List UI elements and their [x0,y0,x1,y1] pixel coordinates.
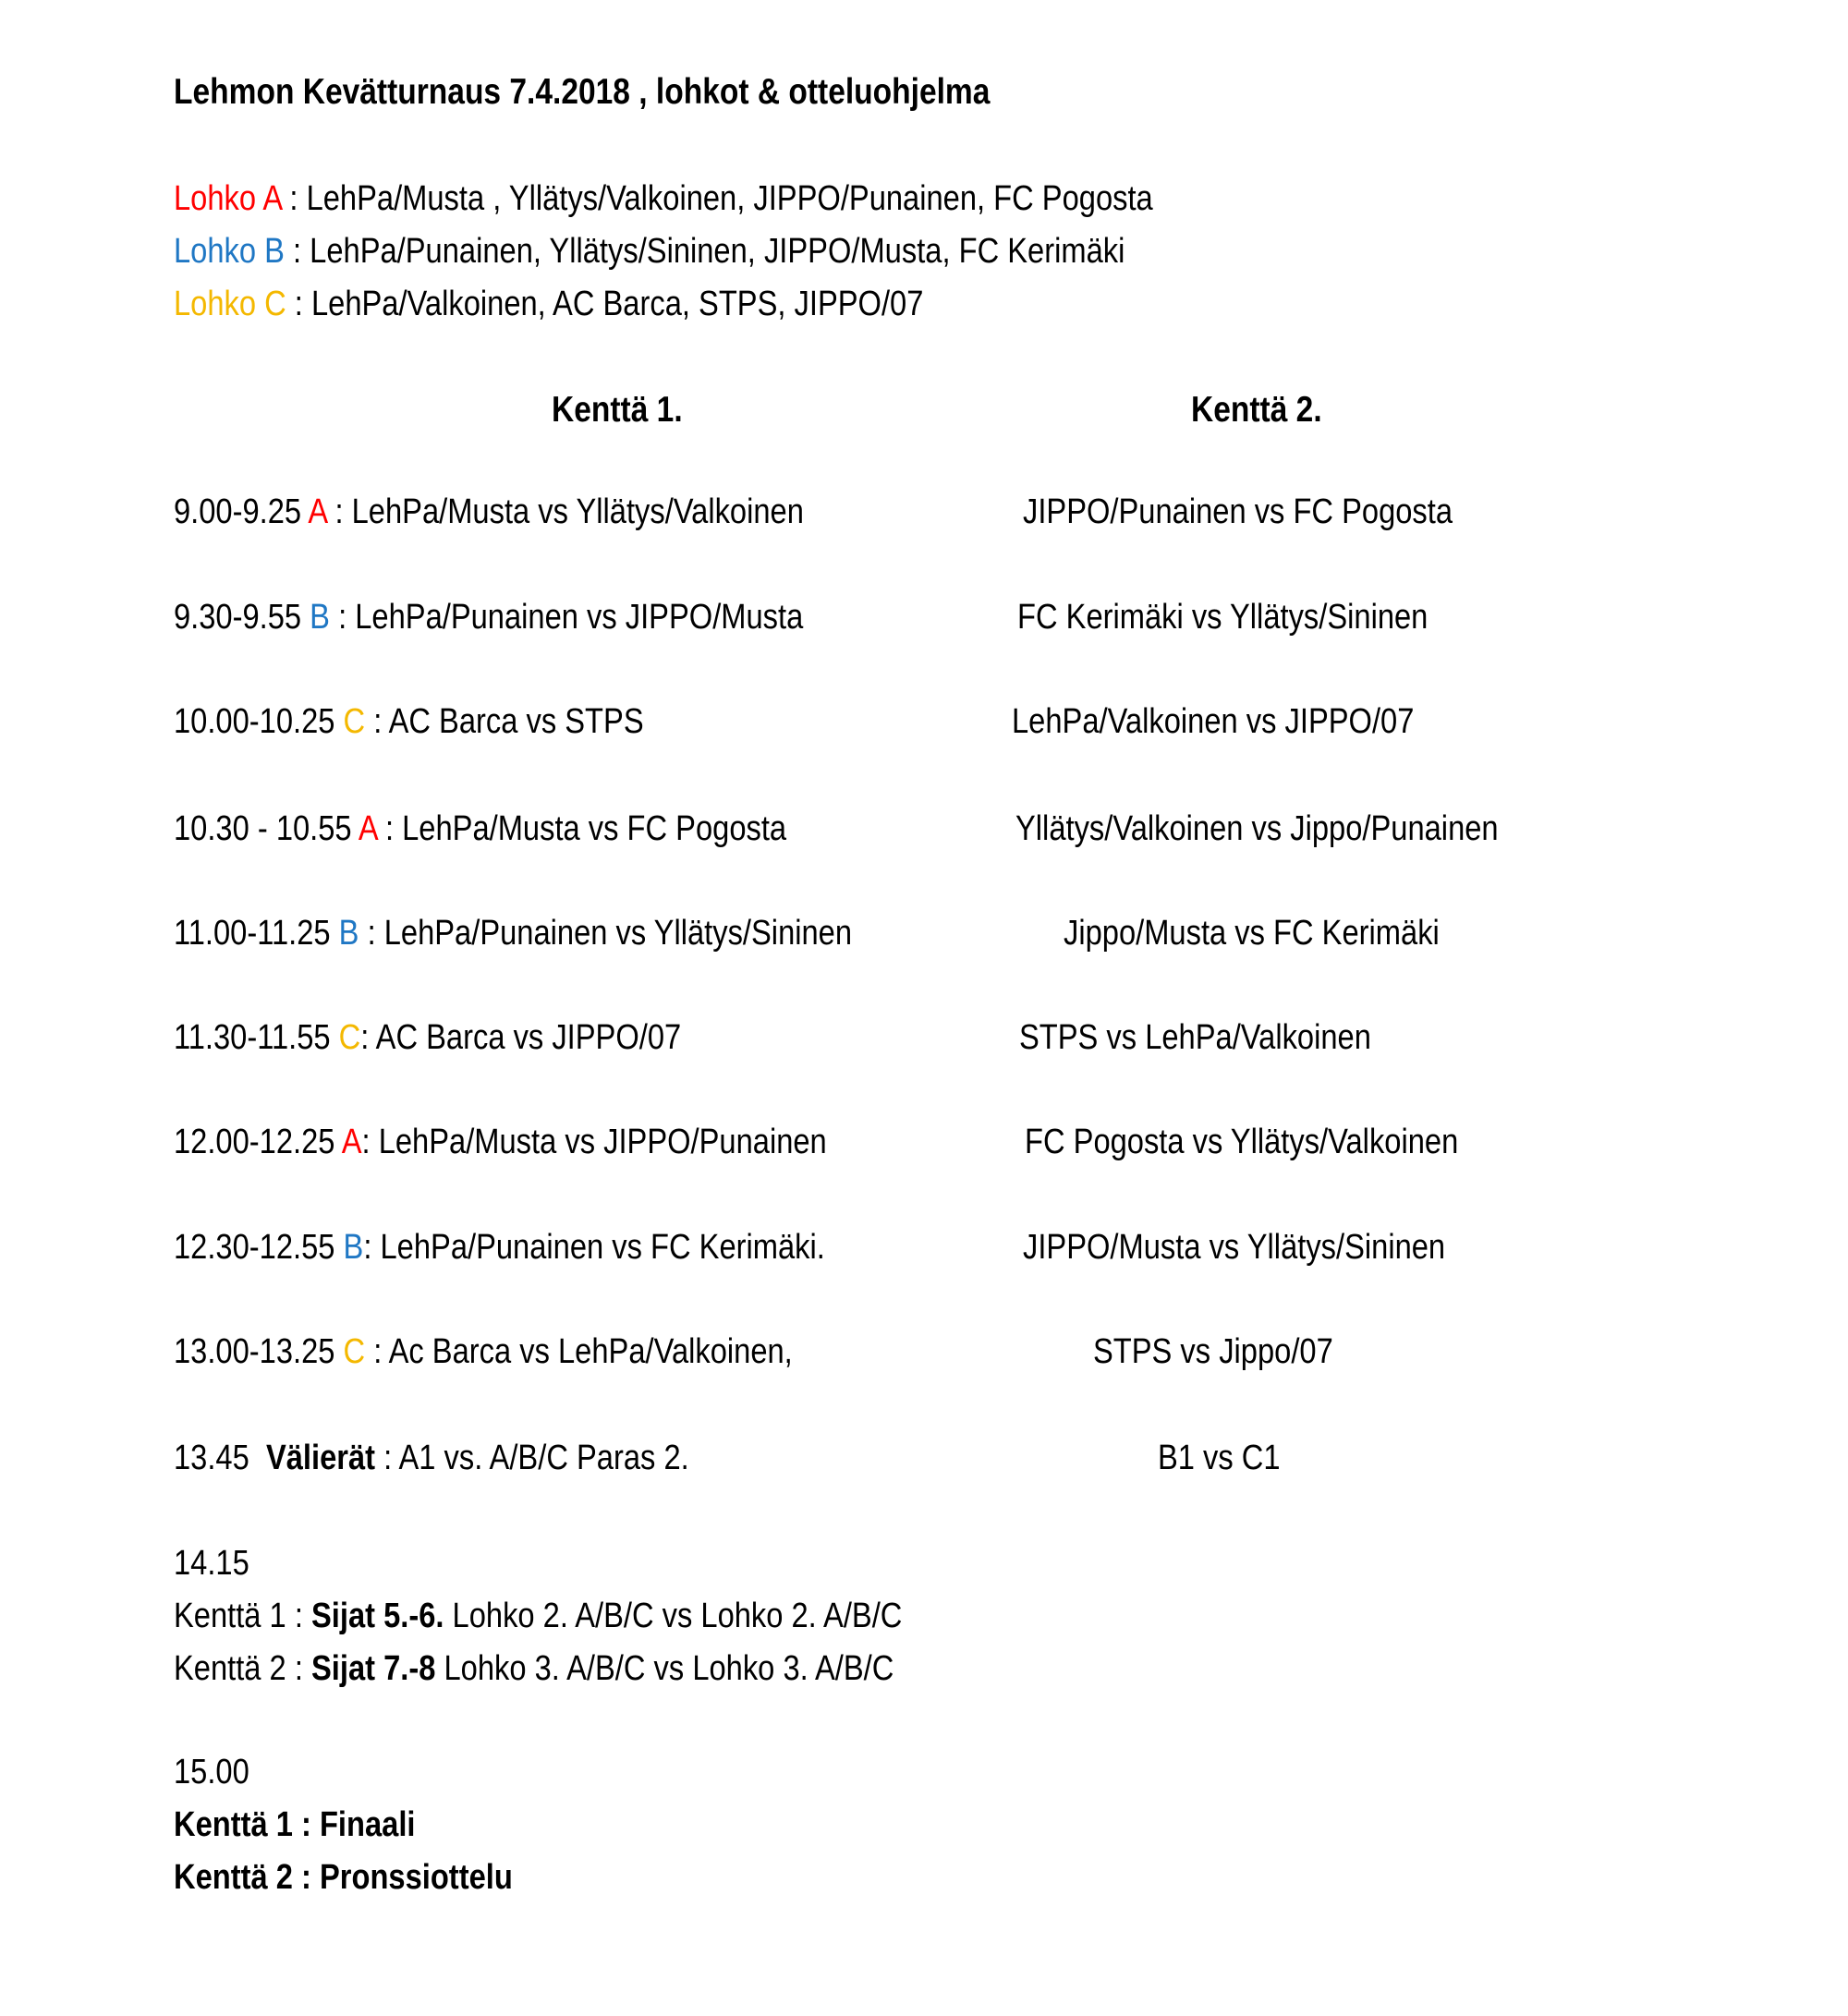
schedule-row [174,1020,681,1055]
match-group: A [341,1123,362,1161]
finals-time: 15.00 [174,1753,249,1791]
field-1-match: LehPa/Punainen vs JIPPO/Musta [355,598,804,637]
field-2-match: FC Pogosta vs Yllätys/Valkoinen [1025,1123,1459,1161]
field-1-match: LehPa/Musta vs JIPPO/Punainen [378,1123,827,1161]
semifinal-time: 13.45 [174,1439,266,1477]
placement-match: Lohko 3. A/B/C vs Lohko 3. A/B/C [435,1649,894,1688]
match-group: C [343,702,366,741]
separator: : [326,492,352,531]
field-2-match: B1 vs C1 [1158,1439,1281,1477]
placement-label: Sijat 7.-8 [310,1649,436,1688]
match-time: 9.00-9.25 [174,492,309,531]
schedule-row [174,494,804,529]
match-time: 9.30-9.55 [174,598,310,637]
separator: : [363,1228,381,1267]
separator: : [359,914,384,953]
field-1-match: LehPa/Punainen vs Yllätys/Sininen [383,914,853,953]
group-line-b [174,234,1125,269]
field-2-match: Jippo/Musta vs FC Kerimäki [1064,914,1440,953]
schedule-row [174,1230,825,1265]
group-line-c [174,286,923,322]
schedule-row [174,600,803,635]
match-time: 11.00-11.25 [174,914,339,953]
placement-row [174,1598,902,1633]
group-teams-a: LehPa/Musta , Yllätys/Valkoinen, JIPPO/Punainen, FC Pogosta [306,179,1153,218]
field-1-match: LehPa/Musta vs Yllätys/Valkoinen [351,492,804,531]
match-group: C [338,1018,361,1057]
semifinal-row [174,1440,689,1476]
group-label-c: Lohko C [174,285,286,323]
placement-field: Kenttä 1 : [174,1597,311,1635]
match-group: A [308,492,327,531]
schedule-row [174,1334,793,1369]
field-1-match: : A1 vs. A/B/C Paras 2. [375,1439,689,1477]
group-separator: : [284,232,310,271]
placement-field: Kenttä 2 : [174,1649,311,1688]
match-group: B [338,914,359,953]
field-2-match: STPS vs LehPa/Valkoinen [1019,1018,1371,1057]
group-teams-c: LehPa/Valkoinen, AC Barca, STPS, JIPPO/07 [310,285,924,323]
group-teams-b: LehPa/Punainen, Yllätys/Sininen, JIPPO/Musta, FC Kerimäki [310,232,1125,271]
field-2-match: STPS vs Jippo/07 [1093,1332,1333,1371]
match-time: 11.30-11.55 [174,1018,339,1057]
separator: : [365,1332,389,1371]
document-title: Lehmon Kevätturnaus 7.4.2018 , lohkot & otteluohjelma [174,72,991,112]
match-time: 12.30-12.55 [174,1228,344,1267]
field-1-match: AC Barca vs JIPPO/07 [375,1018,682,1057]
field-2-match: LehPa/Valkoinen vs JIPPO/07 [1012,702,1415,741]
group-separator: : [281,179,307,218]
separator: : [365,702,389,741]
field-1-match: LehPa/Musta vs FC Pogosta [402,809,787,848]
match-time: 12.00-12.25 [174,1123,342,1161]
field-1-match: AC Barca vs STPS [388,702,644,741]
field-1-match: Ac Barca vs LehPa/Valkoinen, [388,1332,793,1371]
placement-label: Sijat 5.-6. [310,1597,444,1635]
field-2-header: Kenttä 2. [1191,390,1322,430]
schedule-row [174,811,786,846]
group-separator: : [286,285,311,323]
match-group: B [310,598,330,637]
match-group: C [343,1332,366,1371]
field-2-match: JIPPO/Punainen vs FC Pogosta [1023,492,1453,531]
field-1-header: Kenttä 1. [552,390,683,430]
match-time: 13.00-13.25 [174,1332,344,1371]
separator: : [361,1123,379,1161]
placement-row [174,1651,894,1686]
match-time: 10.30 - 10.55 [174,809,359,848]
group-label-b: Lohko B [174,232,285,271]
group-line-a [174,181,1153,216]
schedule-row [174,1124,827,1160]
schedule-row [174,704,644,739]
field-2-match: FC Kerimäki vs Yllätys/Sininen [1017,598,1429,637]
separator: : [360,1018,376,1057]
semifinal-label: Välierät [265,1439,376,1477]
field-2-match: Yllätys/Valkoinen vs Jippo/Punainen [1015,809,1499,848]
field-1-match: LehPa/Punainen vs FC Kerimäki. [380,1228,825,1267]
final-row: Kenttä 1 : Finaali [174,1805,416,1844]
placement-time: 14.15 [174,1544,249,1583]
group-label-a: Lohko A [174,179,282,218]
match-time: 10.00-10.25 [174,702,344,741]
separator: : [376,809,403,848]
match-group: B [343,1228,364,1267]
match-group: A [358,809,377,848]
field-2-match: JIPPO/Musta vs Yllätys/Sininen [1023,1228,1446,1267]
bronze-match-row: Kenttä 2 : Pronssiottelu [174,1858,513,1897]
placement-match: Lohko 2. A/B/C vs Lohko 2. A/B/C [444,1597,903,1635]
schedule-row [174,916,852,951]
separator: : [329,598,356,637]
